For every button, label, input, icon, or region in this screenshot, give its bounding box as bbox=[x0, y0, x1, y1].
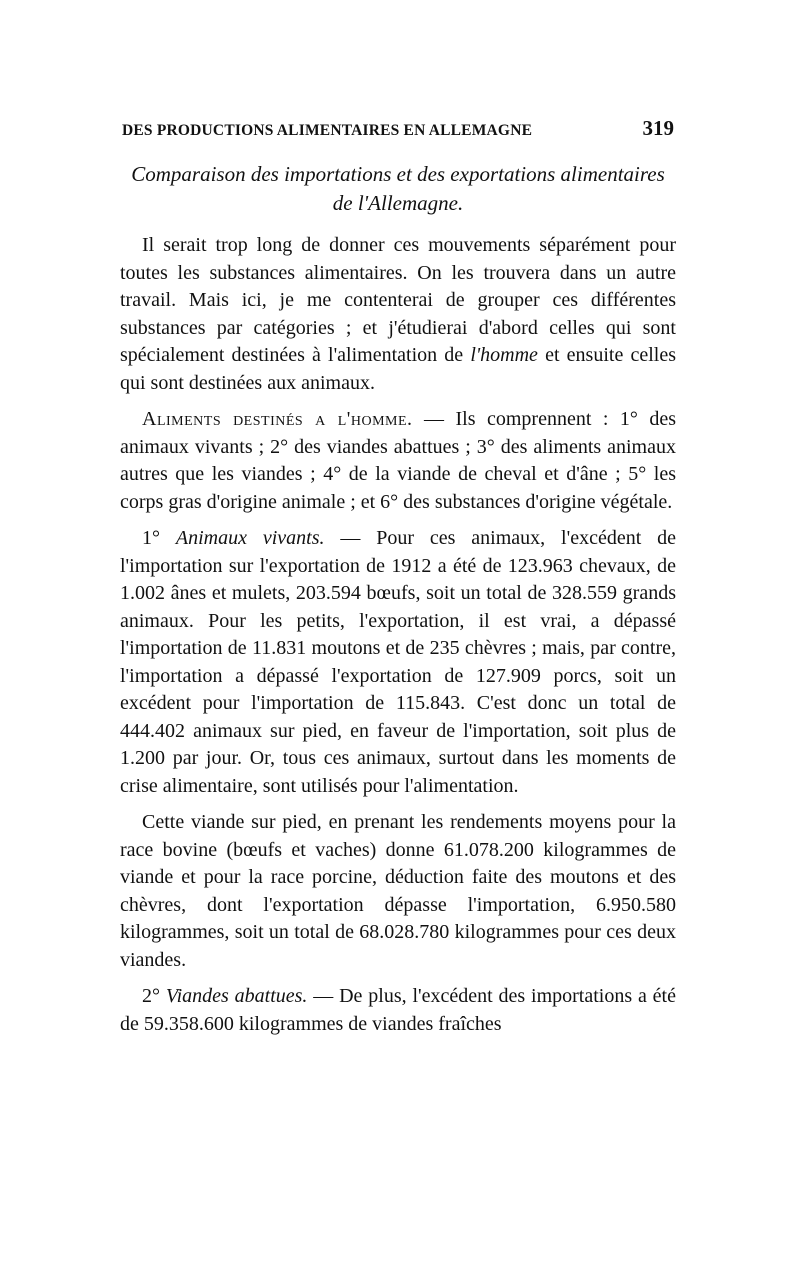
paragraph-abattues-text: — De plus, l'excédent des importations a été de 59.358.600 kilogrammes de viandes fraîches bbox=[120, 985, 676, 1035]
paragraph-animaux-vivants bbox=[120, 525, 676, 800]
section-title-line-1: Comparaison des importations et des exportations alimentaires bbox=[131, 162, 665, 186]
paragraph-animaux-text: — Pour ces animaux, l'excédent de l'importation sur l'exportation de 1912 a été de 123.963 chevaux, de 1.002 ânes et mulets, 203.594 bœufs, soit un total de 328.559 grands animaux. Pour les petits, l'exportation, il est vrai, a dépassé l'importation de 11.831 moutons et de 235 chèvres ; mais, par contre, l'importation a dépassé l'exportation de 127.909 porcs, soit un excédent pour l'importation de 115.843. C'est donc un total de 444.402 animaux sur pied, en faveur de l'importation, soit plus de 1.200 par jour. Or, tous ces animaux, surtout dans les moments de crise alimentaire, sont utilisés pour l'alimentation. bbox=[120, 527, 677, 797]
paragraph-animaux-heading: Animaux vivants. bbox=[175, 527, 325, 549]
paragraph-intro bbox=[120, 232, 676, 397]
paragraph-aliments-text: — Ils comprennent : 1° des animaux vivants ; 2° des viandes abattues ; 3° des aliments animaux autres que les viandes ; 4° de la viande de cheval et d'âne ; 5° les corps gras d'origine animale ; et 6° des substances d'origine végétale. bbox=[120, 408, 676, 513]
running-header-title: DES PRODUCTIONS ALIMENTAIRES EN ALLEMAGNE bbox=[122, 122, 533, 139]
paragraph-aliments-heading: Aliments destinés a l'homme. bbox=[142, 408, 413, 430]
running-header bbox=[122, 116, 674, 141]
paragraph-viande-sur-pied bbox=[120, 809, 676, 974]
paragraph-aliments bbox=[120, 406, 676, 516]
section-title-line-2: de l'Allemagne. bbox=[332, 191, 464, 215]
paragraph-animaux-number: 1° bbox=[142, 527, 176, 549]
paragraph-abattues-heading: Viandes abattues. bbox=[165, 985, 308, 1007]
section-title bbox=[120, 160, 676, 218]
body-text bbox=[120, 232, 676, 1047]
paragraph-intro-end: et ensuite celles qui sont destinées aux animaux. bbox=[120, 344, 676, 394]
paragraph-intro-text: Il serait trop long de donner ces mouvements séparément pour toutes les substances alimentaires. On les trouvera dans un autre travail. Mais ici, je me contenterai de grouper ces différentes substances par catégories ; et j'étudierai d'abord celles qui sont spécialement destinées à l'alimentation de bbox=[120, 234, 676, 366]
page-number: 319 bbox=[642, 116, 674, 140]
paragraph-viande-text: Cette viande sur pied, en prenant les rendements moyens pour la race bovine (bœufs et vaches) donne 61.078.200 kilogrammes de viande et pour la race porcine, déduction faite des moutons et des chèvres, dont l'exportation dépasse l'importation, 6.950.580 kilogrammes, soit un total de 68.028.780 kilogrammes pour ces deux viandes. bbox=[120, 811, 676, 971]
paragraph-abattues-number: 2° bbox=[142, 985, 166, 1007]
paragraph-intro-emphasis: l'homme bbox=[470, 344, 538, 366]
paragraph-viandes-abattues bbox=[120, 983, 676, 1038]
